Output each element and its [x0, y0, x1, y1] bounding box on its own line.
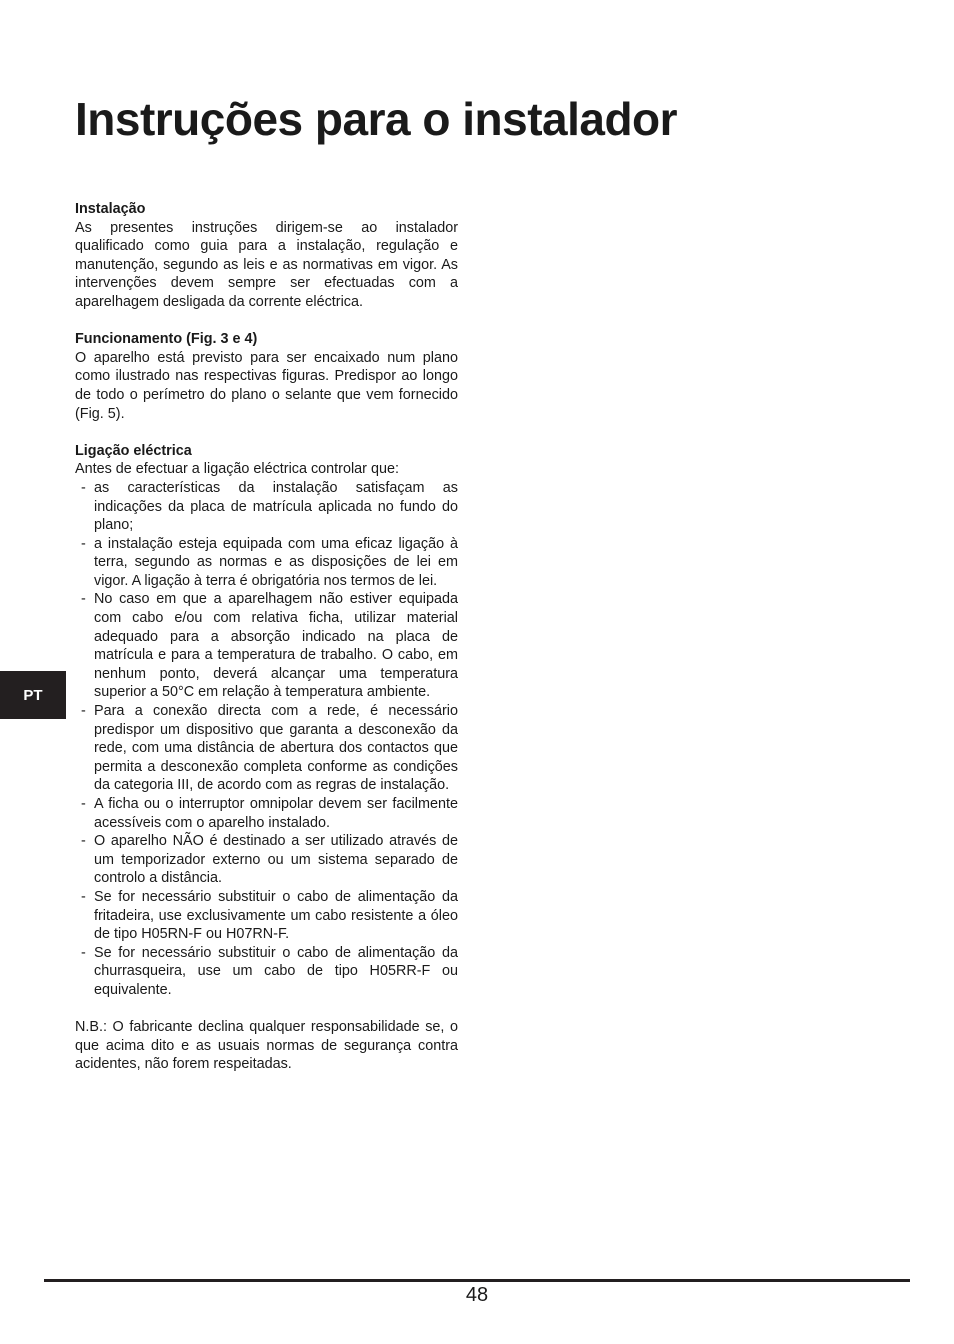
bullet-text: No caso em que a aparelhagem não estiver equipada com cabo e/ou com relativa ficha, utilizar material adequado para a absorção indicado na placa de matrícula e para a temperatura de trabalho. O cabo, em nenhum ponto, deverá alcançar uma temperatura superior a 50°C em relação à temperatura ambiente.: [94, 591, 458, 701]
bullet-dash: -: [81, 591, 86, 608]
bullet-text: Se for necessário substituir o cabo de alimentação da churrasqueira, use um cabo de tipo H05RR-F ou equivalente.: [94, 944, 458, 998]
bullet-dash: -: [81, 535, 86, 552]
bullet-text: O aparelho NÃO é destinado a ser utilizado através de um temporizador externo ou um sistema separado de controlo a distância.: [94, 833, 458, 887]
bullet-text: a instalação esteja equipada com uma eficaz ligação à terra, segundo as normas e as disposições de lei em vigor. A ligação à terra é obrigatória nos termos de lei.: [94, 535, 458, 589]
list-item: [75, 944, 458, 1000]
footer-divider: [44, 1279, 910, 1282]
bullet-dash: -: [81, 479, 86, 496]
bullet-dash: -: [81, 944, 86, 961]
instructions-column: [75, 200, 458, 1074]
page-number: 48: [465, 1284, 489, 1306]
bullet-dash: -: [81, 796, 86, 812]
section-intro-ligacao: Antes de efectuar a ligação eléctrica controlar que:: [75, 461, 399, 478]
bullet-text: as características da instalação satisfaçam as indicações da placa de matrícula aplicada no fundo do plano;: [94, 479, 458, 534]
list-item: [75, 590, 458, 702]
bullet-text: Para a conexão directa com a rede, é necessário predispor um dispositivo que garanta a desconexão da rede, com uma distância de abertura dos contactos que permita a desconexão completa conforme as condições da categoria III, de acordo com as regras de instalação.: [94, 703, 458, 794]
language-tab: [0, 671, 66, 719]
section-heading-ligacao: Ligação eléctrica: [75, 442, 192, 459]
ligacao-bullet-list: [75, 479, 458, 1000]
bullet-dash: -: [81, 888, 86, 905]
list-item: [75, 888, 458, 944]
page-title: Instruções para o instalador: [75, 93, 678, 145]
section-instalacao: [75, 200, 458, 312]
language-tab-label: PT: [23, 686, 43, 704]
bullet-dash: -: [81, 703, 86, 720]
section-ligacao: [75, 442, 458, 1074]
list-item: [75, 535, 458, 591]
section-heading-instalacao: Instalação: [75, 201, 146, 217]
section-funcionamento: [75, 330, 458, 423]
bullet-text: A ficha ou o interruptor omnipolar devem ser facilmente acessíveis com o aparelho instalado.: [94, 796, 458, 831]
list-item: [75, 795, 458, 832]
section-heading-funcionamento: Funcionamento (Fig. 3 e 4): [75, 331, 258, 348]
list-item: [75, 702, 458, 795]
disclaimer-note: N.B.: O fabricante declina qualquer responsabilidade se, o que acima dito e as usuais normas de segurança contra acidentes, não forem respeitadas.: [75, 1019, 458, 1073]
section-text-funcionamento: O aparelho está previsto para ser encaixado num plano como ilustrado nas respectivas figuras. Predispor ao longo de todo o perímetro do plano o selante que vem fornecido (Fig. 5).: [75, 349, 458, 422]
section-text-instalacao: As presentes instruções dirigem-se ao instalador qualificado como guia para a instalação, regulação e manutenção, segundo as leis e as normativas em vigor. As intervenções devem sempre ser efectuadas com a aparelhagem desligada da corrente eléctrica.: [75, 219, 458, 310]
bullet-text: Se for necessário substituir o cabo de alimentação da fritadeira, use exclusivamente um cabo resistente a óleo de tipo H05RN-F ou H07RN-F.: [94, 888, 458, 943]
bullet-dash: -: [81, 833, 86, 850]
list-item: [75, 479, 458, 535]
list-item: [75, 832, 458, 888]
